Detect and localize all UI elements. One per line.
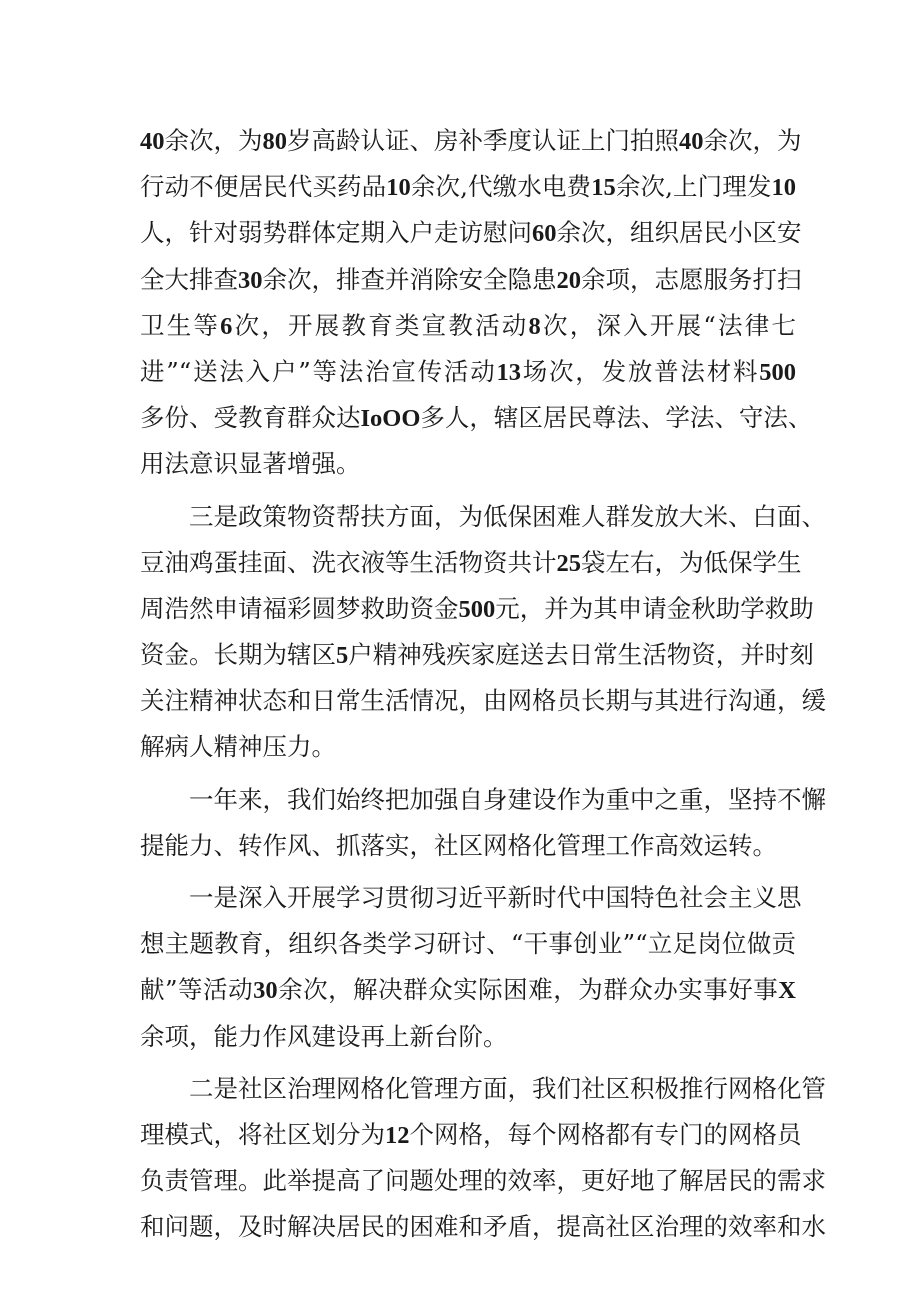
text-line: 理模式，将社区划分为12个网格，每个网格都有专门的网格员 bbox=[140, 1119, 802, 1149]
text-line: 余项，能力作风建设再上新台阶。 bbox=[140, 1021, 508, 1051]
text-line: 关注精神状态和日常生活情况，由网格员长期与其进行沟通，缓 bbox=[140, 686, 826, 716]
text-line: 想主题教育，组织各类学习研讨、“干事创业”“立足岗位做贡 bbox=[140, 929, 796, 959]
text-line: 解病人精神压力。 bbox=[140, 732, 336, 762]
numeral: 40 bbox=[679, 128, 704, 155]
numeral: 5 bbox=[336, 642, 349, 670]
text-line: 献”等活动30余次，解决群众实际困难，为群众办实事好事X bbox=[140, 975, 796, 1005]
text-line: 行动不便居民代买药品10余次,代缴水电费15余次,上门理发10 bbox=[140, 172, 796, 202]
text-line: 负责管理。此举提高了问题处理的效率，更好地了解居民的需求 bbox=[140, 1166, 826, 1196]
numeral: 80 bbox=[262, 128, 287, 155]
text-line: 豆油鸡蛋挂面、洗衣液等生活物资共计25袋左右，为低保学生 bbox=[140, 547, 802, 577]
text-line: 一年来，我们始终把加强自身建设作为重中之重，坚持不懈 bbox=[189, 784, 826, 814]
paragraph-theme-education bbox=[140, 875, 802, 1060]
text-line: 用法意识显著增强。 bbox=[140, 449, 361, 479]
paragraph-service-statistics bbox=[140, 118, 813, 488]
text-line: 二是社区治理网格化管理方面，我们社区积极推行网格化管 bbox=[189, 1073, 826, 1103]
numeral: 10 bbox=[771, 174, 796, 202]
numeral: 30 bbox=[253, 977, 278, 1005]
numeral: 8 bbox=[528, 312, 541, 340]
numeral: 12 bbox=[385, 1121, 410, 1149]
numeral: 40 bbox=[140, 128, 165, 155]
numeral: X bbox=[778, 977, 796, 1005]
document-body bbox=[140, 118, 826, 1251]
text-line: 和问题，及时解决居民的困难和矛盾，提高社区治理的效率和水 bbox=[140, 1212, 826, 1242]
text-line: 多份、受教育群众达IoOO多人，辖区居民尊法、学法、守法、 bbox=[140, 403, 813, 433]
text-line: 周浩然申请福彩圆梦救助资金500元，并为其申请金秋助学救助 bbox=[140, 593, 814, 623]
numeral: 6 bbox=[220, 312, 233, 340]
numeral: 10 bbox=[386, 174, 411, 202]
paragraph-self-building bbox=[140, 777, 826, 869]
numeral: 13 bbox=[496, 358, 521, 386]
numeral: 60 bbox=[532, 220, 557, 248]
numeral: 500 bbox=[759, 358, 796, 386]
text-line: 进”“送法入户”等法治宣传活动13场次，发放普法材料500 bbox=[140, 356, 796, 386]
paragraph-material-assistance bbox=[140, 494, 826, 771]
numeral: 500 bbox=[458, 595, 496, 623]
text-line: 提能力、转作风、抓落实，社区网格化管理工作高效运转。 bbox=[140, 830, 777, 860]
numeral: 20 bbox=[556, 266, 581, 294]
numeral: 30 bbox=[238, 266, 263, 294]
numeral: 25 bbox=[556, 549, 581, 577]
text-line: 三是政策物资帮扶方面，为低保困难人群发放大米、白面、 bbox=[189, 501, 826, 531]
text-line: 人，针对弱势群体定期入户走访慰问60余次，组织居民小区安 bbox=[140, 218, 802, 248]
text-line: 资金。长期为辖区5户精神残疾家庭送去日常生活物资，并时刻 bbox=[140, 640, 814, 670]
text-line: 一是深入开展学习贯彻习近平新时代中国特色社会主义思 bbox=[189, 883, 802, 912]
paragraph-grid-management bbox=[140, 1066, 826, 1251]
numeral: 15 bbox=[591, 174, 616, 202]
numeral: IoOO bbox=[360, 405, 421, 433]
text-line: 全大排查30余次，排查并消除安全隐患20余项，志愿服务打扫 bbox=[140, 264, 802, 294]
text-line: 40余次，为80岁高龄认证、房补季度认证上门拍照40余次，为 bbox=[140, 126, 802, 155]
text-line: 卫生等6次，开展教育类宣教活动8次，深入开展“法律七 bbox=[140, 310, 796, 340]
